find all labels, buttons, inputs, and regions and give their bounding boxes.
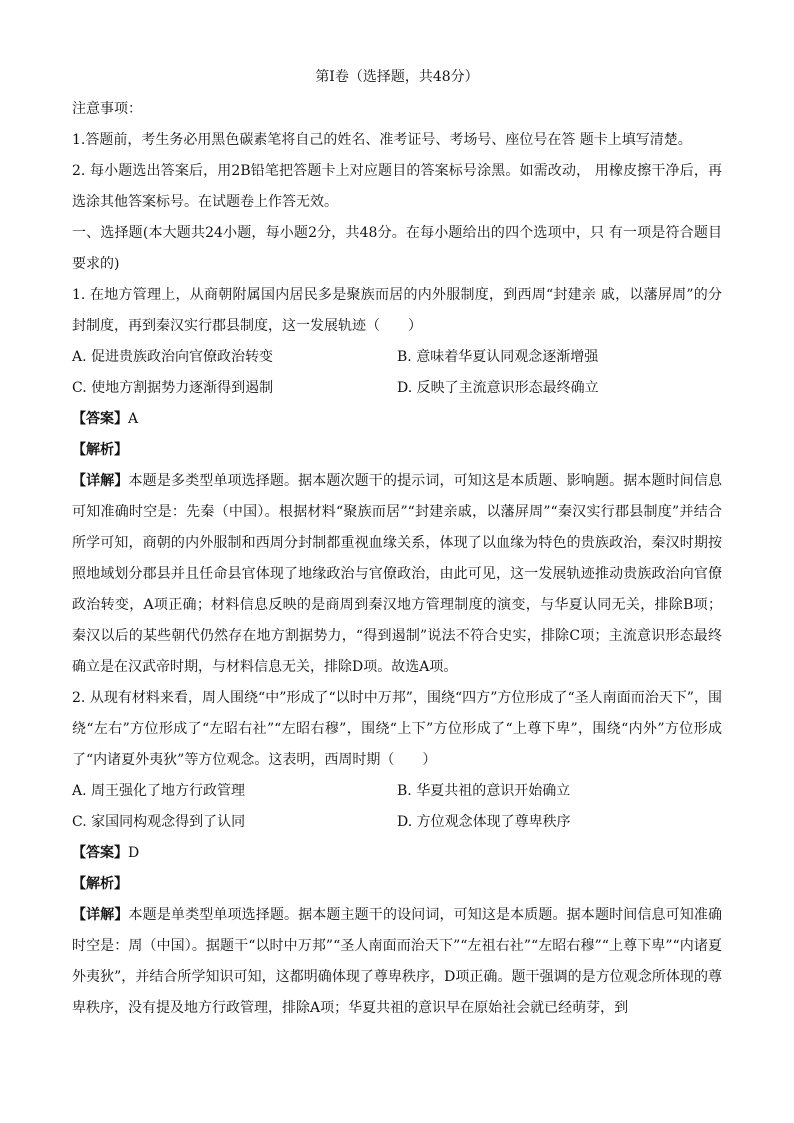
question-2 [72,683,722,1024]
option-d: D. 反映了主流意识形态最终确立 [397,380,599,396]
option-b: B. 华夏共祖的意识开始确立 [397,783,571,799]
detail-paragraph [72,466,722,683]
answer-value: D [128,845,140,861]
option-c: C. 使地方割据势力逐渐得到遏制 [72,380,274,396]
answer-tag: 【答案】 [72,845,128,861]
exam-page [72,60,722,1024]
analysis-tag: 【解析】 [72,442,128,458]
answer-tag: 【答案】 [72,411,128,427]
option-list [72,776,722,838]
notice-item-1: 1.答题前，考生务必用黑色碳素笔将自己的姓名、准考证号、考场号、座位号在答 题卡上填写清楚。 [72,132,692,148]
option-b: B. 意味着华夏认同观念逐渐增强 [397,349,599,365]
question-stem: 2. 从现有材料来看，周人围绕“中”形成了“以时中万邦”，围绕“四方”方位形成了“圣人南面而治天下”，围绕“左右”方位形成了“左昭右社”“左昭右穆”，围绕“上下”方位形成了“上尊下卑”，围绕“内外”方位形成了“内诸夏外夷狄”等方位观念。这表明，西周时期（ ） [72,690,722,768]
answer-line [72,838,722,869]
answer-line [72,404,722,435]
analysis-tag: 【解析】 [72,876,128,892]
option-list [72,342,722,404]
notice-heading: 注意事项： [72,101,142,117]
option-c: C. 家国同构观念得到了认同 [72,814,246,830]
detail-text: 本题是多类型单项选择题。据本题次题干的提示词，可知这是本质题、影响题。据本题时间信息可知准确时空是：先秦（中国）。根据材料“聚族而居”“封建亲戚，以藩屏周”“秦汉实行郡县制度”并结合所学可知，商朝的内外服制和西周分封制都重视血缘关系，体现了以血缘为特色的贵族政治，秦汉时期按照地域划分郡县并且任命县官体现了地缘政治与官僚政治，由此可见，这一发展轨迹推动贵族政治向官僚政治转变，A项正确；材料信息反映的是商周到秦汉地方管理制度的演变，与华夏认同无关，排除B项；秦汉以后的某些朝代仍然存在地方割据势力，“得到遏制”说法不符合史实，排除C项；主流意识形态最终确立是在汉武帝时期，与材料信息无关，排除D项。故选A项。 [72,473,723,675]
detail-text: 本题是单类型单项选择题。据本题主题干的设问词，可知这是本质题。据本题时间信息可知准确时空是：周（中国）。据题干“以时中万邦”“圣人南面而治天下”“左祖右社”“左昭右穆”“上尊下卑”“内诸夏外夷狄”，并结合所学知识可知，这都明确体现了尊卑秩序，D项正确。题干强调的是方位观念所体现的尊卑秩序，没有提及地方行政管理，排除A项；华夏共祖的意识早在原始社会就已经萌芽，到 [72,907,723,1016]
detail-tag: 【详解】 [72,473,129,489]
page-title: 第Ⅰ卷（选择题，共48分） [315,69,479,85]
question-1 [72,280,722,683]
detail-tag: 【详解】 [72,907,129,923]
option-d: D. 方位观念体现了尊卑秩序 [397,814,571,830]
option-a: A. 周王强化了地方行政管理 [72,783,246,799]
question-stem: 1. 在地方管理上，从商朝附属国内居民多是聚族而居的内外服制度，到西周“封建亲 戚，以藩屏周”的分封制度，再到秦汉实行郡县制度，这一发展轨迹（ ） [72,287,722,334]
answer-value: A [128,411,139,427]
detail-paragraph [72,900,722,1024]
option-a: A. 促进贵族政治向官僚政治转变 [72,349,274,365]
notice-item-2: 2. 每小题选出答案后，用2B铅笔把答题卡上对应题目的答案标号涂黑。如需改动， 用橡皮擦干净后，再选涂其他答案标号。在试题卷上作答无效。 [72,163,722,210]
section-heading: 一、选择题(本大题共24小题，每小题2分，共48分。在每小题给出的四个选项中，只 有一项是符合题目要求的) [72,225,722,272]
